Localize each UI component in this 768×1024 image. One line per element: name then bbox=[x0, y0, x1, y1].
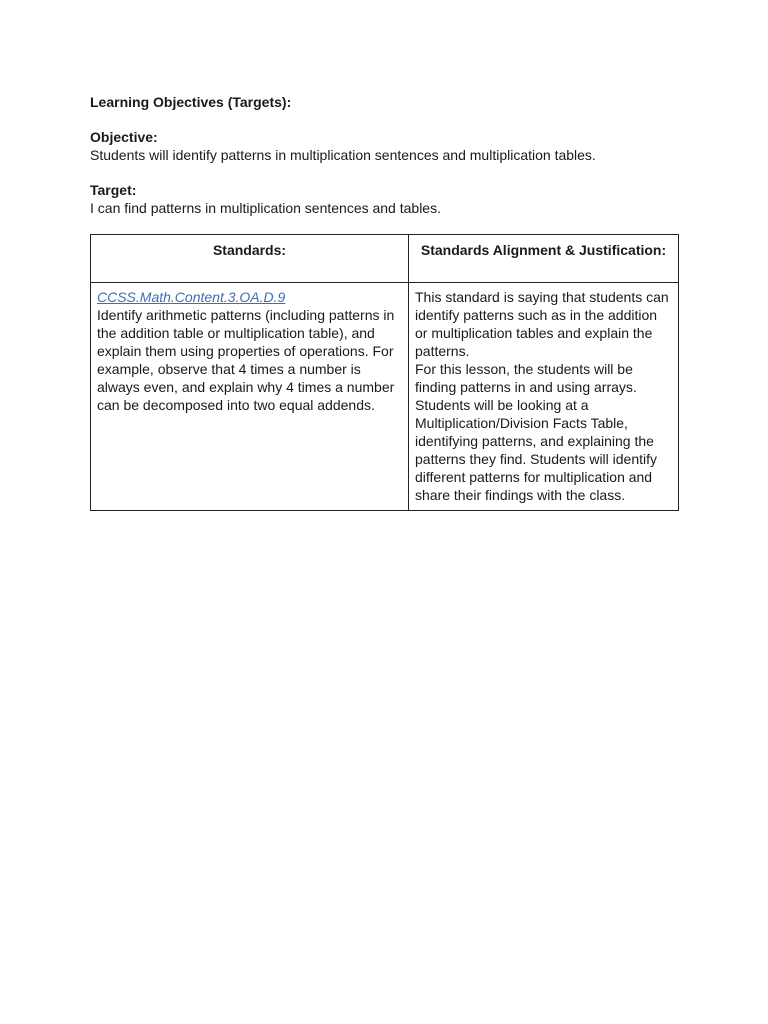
objective-text: Students will identify patterns in multiplication sentences and multiplication tables. bbox=[90, 147, 596, 163]
standards-table bbox=[90, 234, 679, 511]
document-page bbox=[90, 93, 678, 511]
objective-label: Objective: bbox=[90, 129, 158, 145]
standard-description: Identify arithmetic patterns (including patterns in the addition table or multiplication table), and explain them using properties of operations. For example, observe that 4 times a number is always even, and explain why 4 times a number can be decomposed into two equal addends. bbox=[97, 307, 395, 413]
standard-code-link[interactable]: CCSS.Math.Content.3.OA.D.9 bbox=[97, 289, 286, 305]
alignment-header: Standards Alignment & Justification: bbox=[409, 235, 679, 283]
target-label: Target: bbox=[90, 182, 137, 198]
table-header-row bbox=[91, 235, 679, 283]
section-title: Learning Objectives (Targets): bbox=[90, 94, 292, 110]
table-row bbox=[91, 283, 679, 511]
justification-text-2: For this lesson, the students will be finding patterns in and using arrays. Students will be looking at a Multiplication/Division Facts Table, identifying patterns, and explaining the patterns they find. Students will identify different patterns for multiplication and share their findings with the class. bbox=[415, 361, 658, 503]
justification-cell bbox=[409, 283, 679, 511]
objective-block bbox=[90, 128, 678, 164]
standards-cell bbox=[91, 283, 409, 511]
standards-header: Standards: bbox=[91, 235, 409, 283]
target-block bbox=[90, 181, 678, 217]
target-text: I can find patterns in multiplication sentences and tables. bbox=[90, 200, 441, 216]
section-heading-block bbox=[90, 93, 678, 111]
justification-text-1: This standard is saying that students can identify patterns such as in the addition or multiplication tables and explain the patterns. bbox=[415, 289, 669, 359]
